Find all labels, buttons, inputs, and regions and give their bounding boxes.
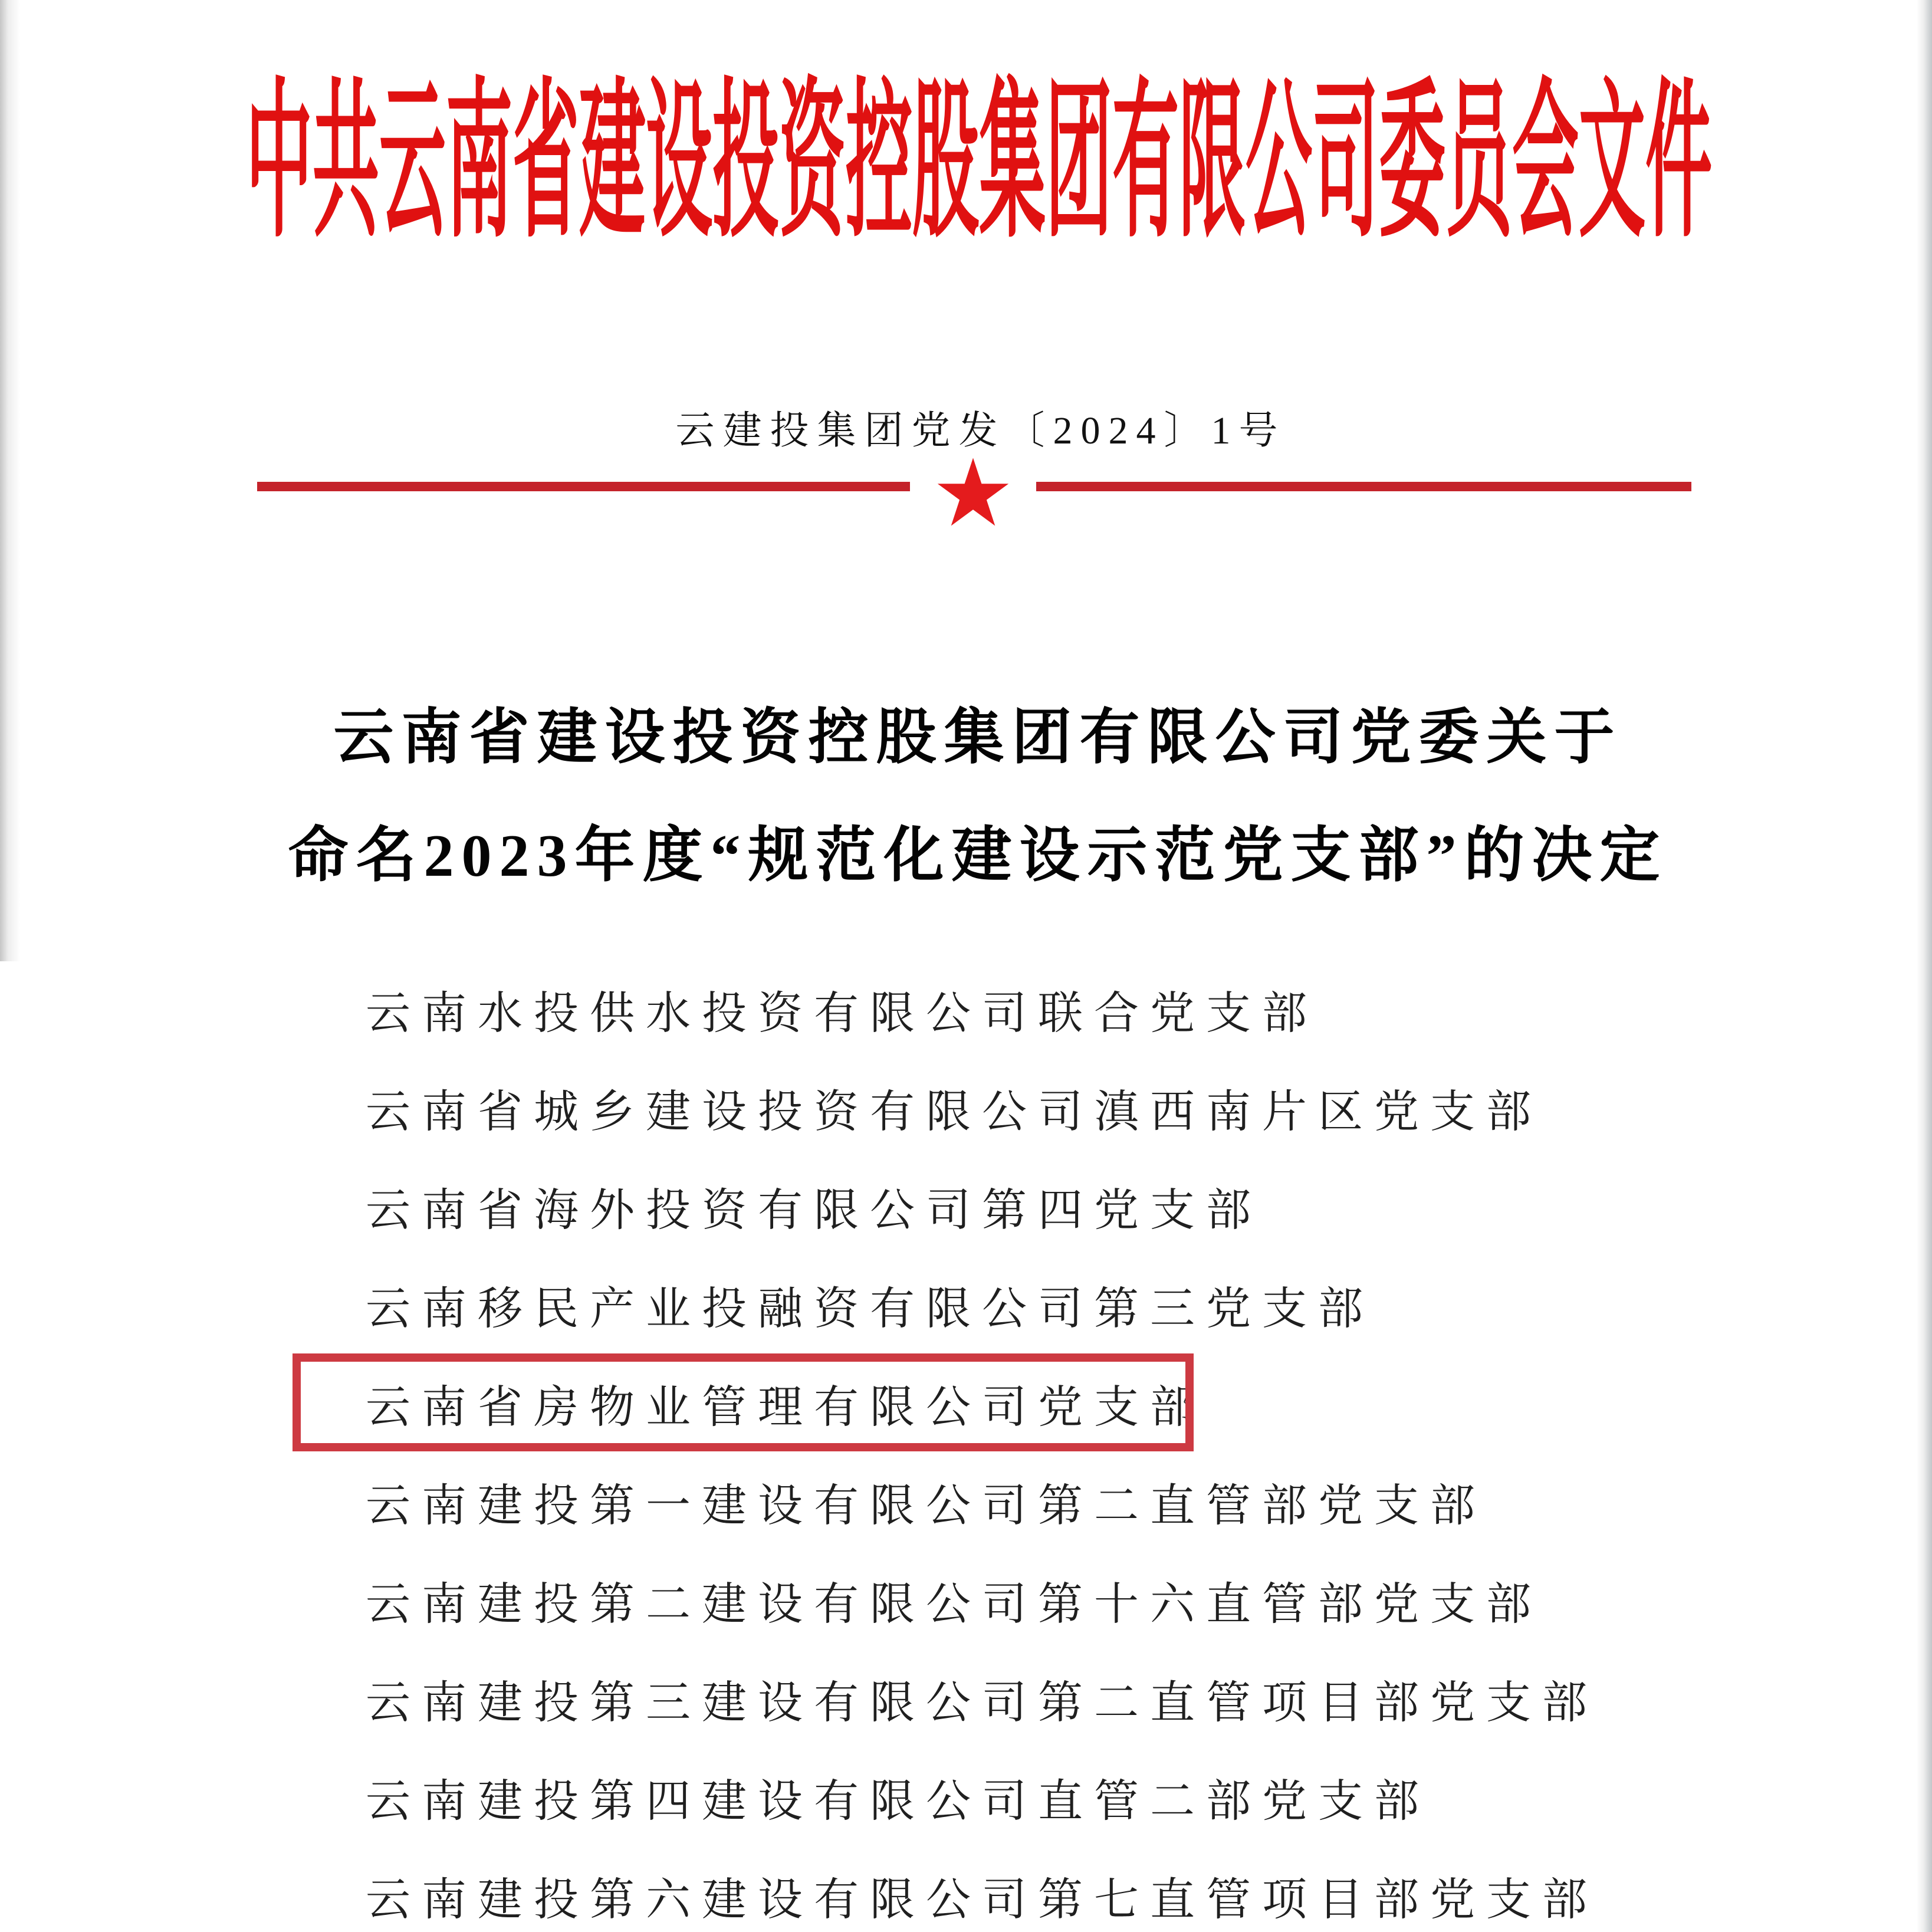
list-item (366, 1551, 1598, 1650)
branch-name: 云南建投第三建设有限公司第二直管项目部党支部 (366, 1678, 1598, 1728)
document-title (24, 679, 1932, 915)
branch-name: 云南建投第一建设有限公司第二直管部党支部 (366, 1481, 1486, 1531)
document-header-title: 中共云南省建设投资控股集团有限公司委员会文件 (246, 69, 1712, 258)
list-item (366, 1059, 1598, 1157)
list-item (366, 1650, 1598, 1748)
branch-name: 云南建投第六建设有限公司第七直管项目部党支部 (366, 1875, 1598, 1925)
branch-name: 云南省海外投资有限公司第四党支部 (366, 1186, 1262, 1236)
branch-name: 云南省城乡建设投资有限公司滇西南片区党支部 (366, 1087, 1542, 1137)
red-star-icon (934, 456, 1012, 526)
branch-name: 云南省房物业管理有限公司党支部 (366, 1383, 1206, 1432)
list-item (366, 960, 1598, 1059)
branch-name: 云南建投第四建设有限公司直管二部党支部 (366, 1777, 1430, 1826)
highlight-box (293, 1353, 1194, 1451)
page-edge-left (0, 0, 20, 961)
document-number: 云建投集团党发〔2024〕1号 (675, 409, 1286, 452)
list-item (366, 1157, 1598, 1256)
list-item (366, 1846, 1598, 1932)
list-item (366, 1453, 1598, 1551)
red-rule-right (1036, 482, 1691, 491)
branch-name: 云南移民产业投融资有限公司第三党支部 (366, 1284, 1374, 1334)
title-line-1: 云南省建设投资控股集团有限公司党委关于 (333, 705, 1622, 771)
branch-name: 云南水投供水投资有限公司联合党支部 (366, 989, 1318, 1039)
list-item (366, 1256, 1598, 1354)
title-line-2: 命名2023年度“规范化建设示范党支部”的决定 (288, 823, 1668, 889)
list-item (366, 1748, 1598, 1846)
branch-name: 云南建投第二建设有限公司第十六直管部党支部 (366, 1580, 1542, 1629)
red-rule-left (257, 482, 910, 491)
page-edge-right (1917, 0, 1932, 1932)
